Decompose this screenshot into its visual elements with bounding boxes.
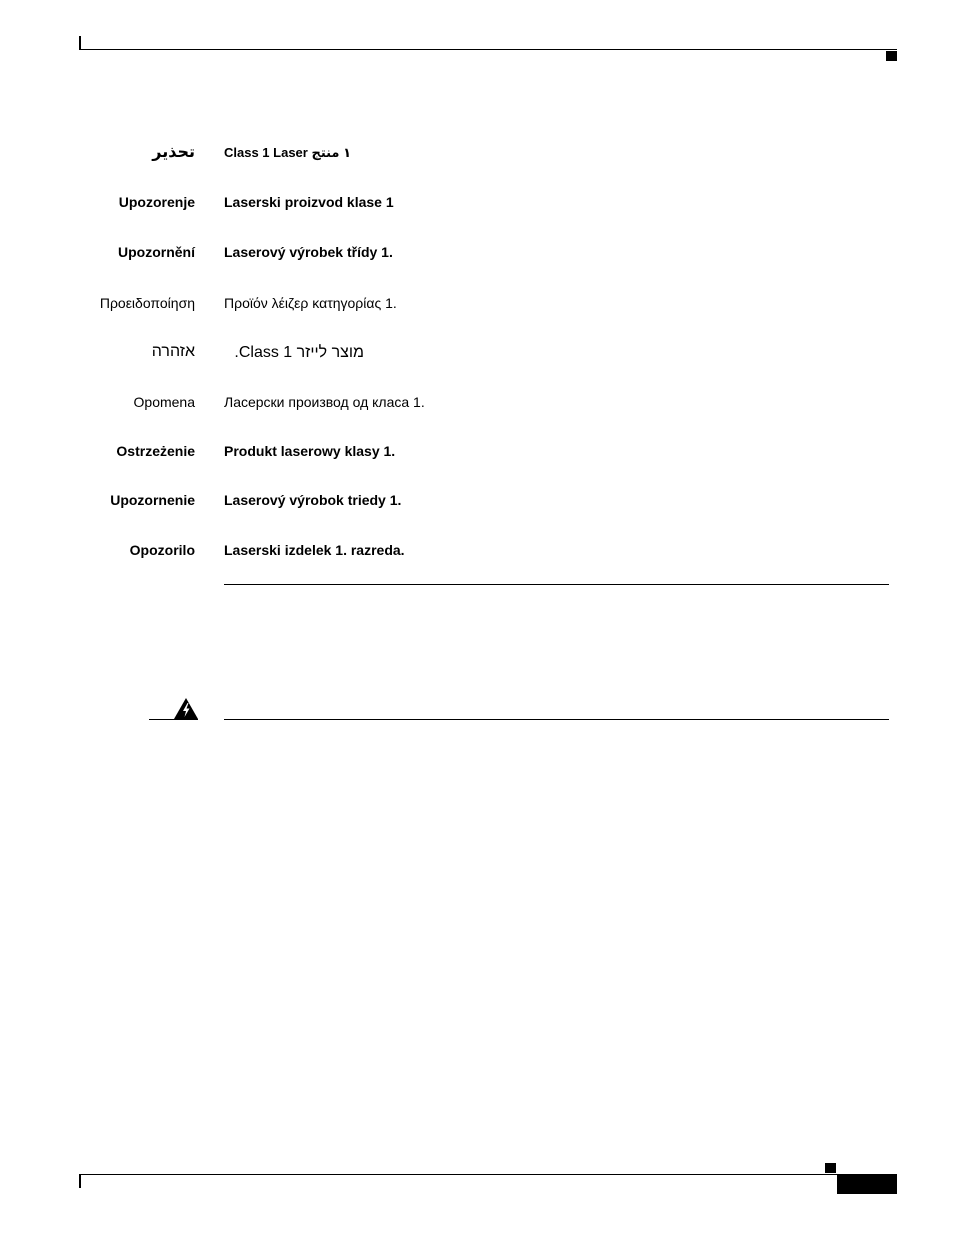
warning-text-arabic: Class 1 Laser ١ منتج [224, 145, 352, 160]
warning-text-hebrew: מוצר לייזר Class 1. [234, 344, 364, 361]
footer-marker [825, 1163, 836, 1173]
warning-text-polish: Produkt laserowy klasy 1. [224, 443, 396, 459]
warning-label-polish: Ostrzeżenie [116, 443, 195, 459]
warning-text-slovak: Laserový výrobok triedy 1. [224, 492, 402, 508]
footer-rule [79, 1174, 897, 1175]
warning-label-macedonian: Opomena [133, 394, 195, 410]
warning-text-macedonian: Ласерски производ од класа 1. [224, 394, 425, 410]
warning-label-greek: Προειδοποίηση [99, 295, 195, 311]
footer-page-tab [837, 1175, 897, 1194]
footer-left-tick [79, 1174, 81, 1188]
warning-triangle-icon [173, 697, 199, 720]
header-left-tick [79, 36, 81, 50]
warning-label-czech: Upozornění [118, 244, 195, 260]
warning-label-slovak: Upozornenie [110, 492, 195, 508]
warning-label-arabic: تحذير [152, 144, 195, 161]
warning-label-croatian: Upozorenje [118, 194, 195, 210]
warning-start-rule [224, 719, 889, 720]
warning-label-hebrew: אזהרה [151, 343, 195, 360]
warning-label-slovenian: Opozorilo [129, 542, 195, 558]
header-marker [886, 51, 897, 61]
warning-text-greek: Προϊόν λέιζερ κατηγορίας 1. [224, 295, 397, 311]
warning-text-czech: Laserový výrobek třídy 1. [224, 244, 393, 260]
warning-text-croatian: Laserski proizvod klase 1 [224, 194, 394, 210]
warning-icon-rule [149, 719, 198, 720]
header-rule [79, 49, 897, 50]
warning-end-rule [224, 584, 889, 585]
warning-text-slovenian: Laserski izdelek 1. razreda. [224, 542, 405, 558]
